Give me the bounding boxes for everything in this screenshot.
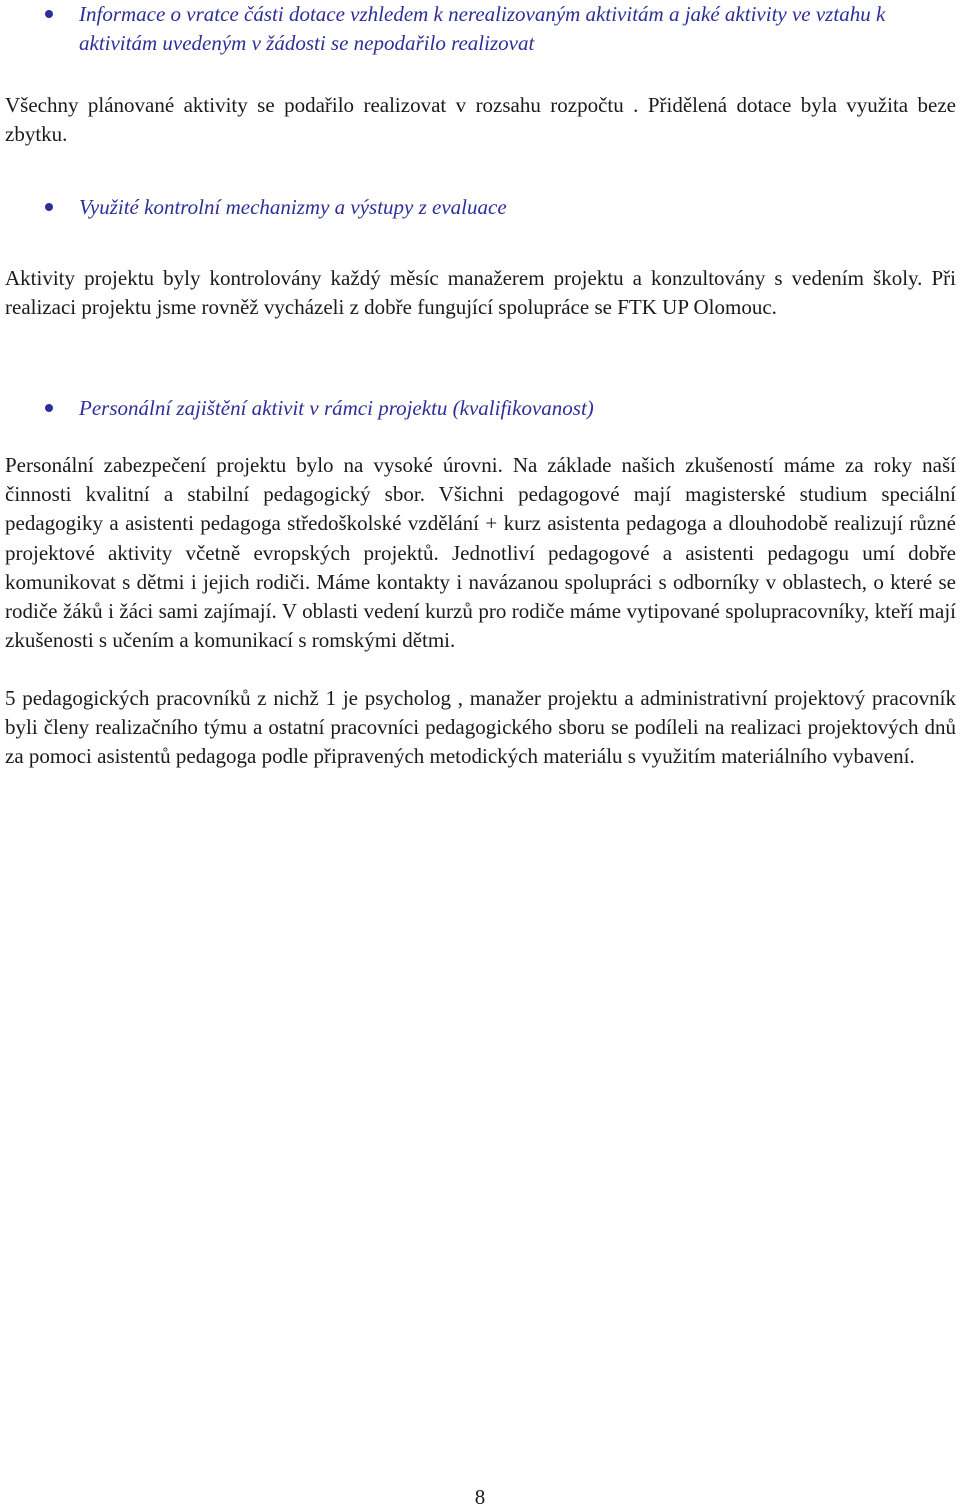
- page-number: 8: [474, 1485, 486, 1509]
- section-heading-refund: Informace o vratce části dotace vzhledem k nerealizovaným aktivitám a jaké aktivity ve vztahu k aktivitám uvedeným v žádosti se nepodařilo realizovat: [79, 2, 886, 55]
- paragraph-staffing: Personální zabezpečení projektu bylo na vysoké úrovni. Na základe našich zkušeností máme za roky naší činnosti kvalitní a stabilní pedagogický sbor. Všichni pedagogové mají magisterské studium speciální pedagogiky a asistenti pedagoga středoškolské vzdělání + kurz asistenta pedagoga a dlouhodobě realizují různé projektové aktivity včetně evropských projektů. Jednotliví pedagogové a asistenti pedagogu umí dobře komunikovat s dětmi i jejich rodiči. Máme kontakty i navázanou spolupráci s odborníky v oblastech, o které se rodiče žáků i žáci sami zajímají. V oblasti vedení kurzů pro rodiče máme vytipované spolupracovníky, kteří mají zkušenosti s učením a komunikací s romskými dětmi.: [5, 453, 956, 653]
- paragraph-team: 5 pedagogických pracovníků z nichž 1 je psycholog , manažer projektu a administrativní projektový pracovník byli členy realizačního týmu a ostatní pracovníci pedagogického sboru se podíleli na realizaci projektových dnů za pomoci asistentů pedagoga podle připravených metodických materiálu s využitím materiálního vybavení.: [5, 686, 956, 769]
- paragraph-control: Aktivity projektu byly kontrolovány každý měsíc manažerem projektu a konzultovány s vedením školy. Při realizaci projektu jsme rovněž vycházeli z dobře fungující spolupráce se FTK UP Olomouc.: [5, 266, 956, 320]
- section-heading-staffing: Personální zajištění aktivit v rámci projektu (kvalifikovanost): [79, 396, 594, 420]
- bullet-icon: [45, 203, 53, 211]
- bullet-icon: [45, 10, 53, 18]
- paragraph-refund: Všechny plánované aktivity se podařilo realizovat v rozsahu rozpočtu . Přidělená dotace byla využita beze zbytku.: [5, 93, 956, 147]
- bullet-icon: [45, 404, 53, 412]
- section-heading-control: Využité kontrolní mechanizmy a výstupy z evaluace: [79, 195, 507, 219]
